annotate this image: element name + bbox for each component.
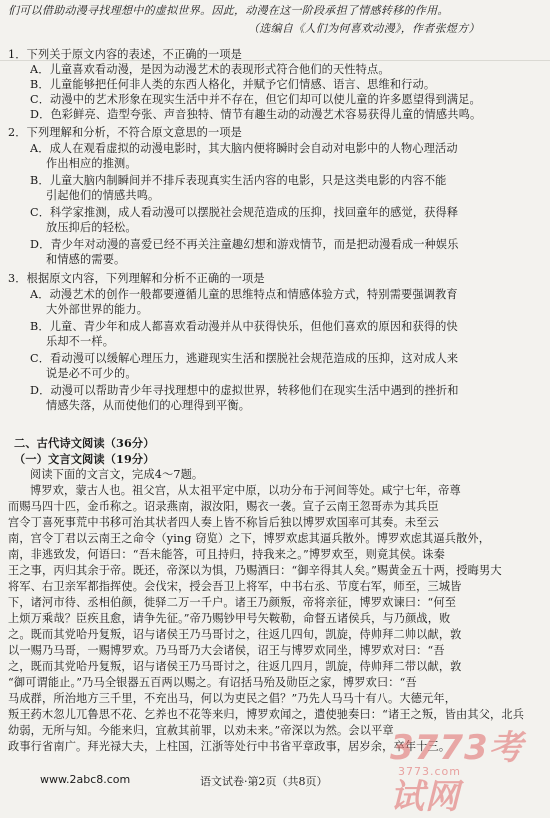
passage-line-5: 南，非逃致发，何语曰：“吾未能答，可且持归，持我来之。”博罗欢至，则竟其侯。诛秦 [8, 548, 445, 561]
q3-option-c-cont: 说是必不可少的。 [46, 367, 137, 380]
passage-line-15: 叛王药木忽儿兀鲁思不花、乞养也不花等来归，博罗欢闻之，遣使驰奏曰：“诸王之叛，皆由其父，北兵 [8, 708, 525, 721]
q2-option-b: B．儿童大脑内制瞬间并不排斥表现真实生活内容的电影，只是这类电影的内容不能 [30, 174, 447, 187]
passage-line-17: 政事行省南广。拜光禄大夫，上柱国，江浙等处行中书省平章政事，居岁余，卒年十三。 [8, 740, 451, 753]
passage-line-13: “御可谓能止。”乃马全银器五百两以赐之。有诏括马殆及勋臣之家，博罗欢曰：“吾 [8, 676, 417, 689]
q3-option-a: A．动漫艺术的创作一般都要遵循儿童的思维特点和情感体验方式，特别需要强调教育 [30, 288, 458, 301]
q3-option-d-cont: 情感失落，从而使他们的心理得到平衡。 [46, 399, 251, 412]
q1-option-b: B．儿童能够把任何非人类的东西人格化，并赋予它们情感、语言、思维和行动。 [30, 78, 436, 91]
source-citation: （选编自《人们为何喜欢动漫》，作者张煜方） [248, 22, 480, 35]
q3-option-c: C．看动漫可以缓解心理压力，逃避现实生活和摆脱社会规范造成的压抑，这对成人来 [30, 352, 459, 365]
question-1-stem: 1．下列关于原文内容的表述，不正确的一项是 [8, 48, 243, 61]
reading-instruction: 阅读下面的文言文，完成4～7题。 [30, 468, 204, 481]
watermark-brand: 3773考试网 [390, 728, 524, 817]
q2-option-d: D．青少年对动漫的喜爱已经不再关注童趣幻想和游戏情节，而是把动漫看成一种娱乐 [30, 238, 459, 251]
q2-option-a-cont: 作出相应的推测。 [46, 157, 137, 170]
q2-option-c: C．科学家推测，成人看动漫可以摆脱社会规范造成的压抑，找回童年的感觉，获得释 [30, 206, 459, 219]
passage-line-7: 将军、右卫亲军都指挥使。会伐宋，授会吾卫上将军，中书右丞、节度右军，师至，三城皆 [8, 580, 462, 593]
question-3-stem: 3．根据原文内容，下列理解和分析不正确的一项是 [8, 272, 265, 285]
passage-line-10: 之。既而其党哈丹复叛，诏与诸侯王乃马哥讨之，往返几四旬，凯旋，侍帅拜二帅以献，敦 [8, 628, 462, 641]
passage-line-8: 下，诸河市待、丞相伯颜，徙驿二万一千户。诸王乃颜叛，帝将亲征，博罗欢谏曰：“何至 [8, 596, 457, 609]
passage-line-3: 宫令丁喜死事荒中书移可治其状者四人奏上皆不称旨后独以博罗欢国率可其奏。未至云 [8, 516, 439, 529]
passage-line-9: 上烦万乘哉？臣疾且愈，请争先征。”帝乃赐钞甲号矢鞍勒，命督五诸侯兵，与乃颜战，败 [8, 612, 451, 625]
text-line-1: 们可以借助动漫寻找理想中的虚拟世界。因此，动漫在这一阶段承担了情感转移的作用。 [8, 4, 449, 17]
q1-option-a: A．儿童喜欢看动漫，是因为动漫艺术的表现形式符合他们的天性特点。 [30, 63, 390, 76]
passage-line-11: 以一赐乃马哥，一赐博罗欢。乃马哥乃大会诸侯，诏王与博罗欢同坐，博罗欢对曰：“吾 [8, 644, 445, 657]
q3-option-a-cont: 大外部世界的能力。 [46, 303, 149, 316]
passage-line-2: 而赐马四十匹，金币称之。诏录燕南，淑汝阳，赐衣一袭。宣子云南王忽哥赤为其兵臣 [8, 500, 439, 513]
q2-option-c-cont: 放压抑后的轻松。 [46, 221, 137, 234]
passage-line-4: 南，宫令丁君以云南王之命令（ying 窃览）之下，博罗欢虑其逼兵散外。博罗欢虑其逼兵散外， [8, 532, 491, 545]
watermark-url: 3773.com [398, 765, 461, 778]
footer-page-number: 语文试卷·第2页（共8页） [200, 775, 328, 788]
passage-line-14: 马成群，所治地方三千里，不充出马，何以为吏民之倡？”乃先人马马十有八。大德元年， [8, 692, 457, 705]
q3-option-b-cont: 乐却不一样。 [46, 335, 115, 348]
q1-option-d: D．色彩鲜亮、造型夸张、声音独特、情节有趣生动的动漫艺术容易获得儿童的情感共鸣。 [30, 108, 482, 121]
question-2-stem: 2．下列理解和分析，不符合原文意思的一项是 [8, 126, 243, 139]
passage-line-12: 之，既而其党哈丹复叛，诏与诸侯王乃马哥讨之，往返几四月，凯旋，侍帅拜二带以献，敦 [8, 660, 462, 673]
q3-option-d: D．动漫可以帮助青少年寻找理想中的虚拟世界，转移他们在现实生活中遇到的挫折和 [30, 384, 459, 397]
q2-option-a: A．成人在观看虚拟的动漫电影时，其大脑内便将瞬时会自动对电影中的人物心理活动 [30, 142, 458, 155]
q2-option-b-cont: 引起他们的情感共鸣。 [46, 189, 160, 202]
subsection-heading: （一）文言文阅读（19分） [14, 452, 155, 466]
q3-option-b: B．儿童、青少年和成人都喜欢看动漫并从中获得快乐，但他们喜欢的原因和获得的快 [30, 320, 458, 333]
footer-site-url: www.2abc8.com [40, 773, 131, 786]
q1-option-c: C．动漫中的艺术形象在现实生活中并不存在，但它们却可以使儿童的许多愿望得到满足。 [30, 93, 481, 106]
section-heading: 二、古代诗文阅读（36分） [14, 436, 155, 450]
passage-line-1: 博罗欢，蒙古人也。祖父宫，从太祖平定中原，以功分布于河间等处。咸宁七年，帝尊 [30, 484, 461, 497]
q2-option-d-cont: 和情感的需要。 [46, 253, 126, 266]
passage-line-6: 王之事，丙归其余于帝。既还，帝深以为惧，乃赐酒曰：“御辛得其人矣。”赐黄金五十两，授晦男大 [8, 564, 502, 577]
passage-line-16: 幼弱，无所与知。今能来归，宜赦其前罪，以劝未来。”帝深以为然。会以平章 [8, 724, 394, 737]
